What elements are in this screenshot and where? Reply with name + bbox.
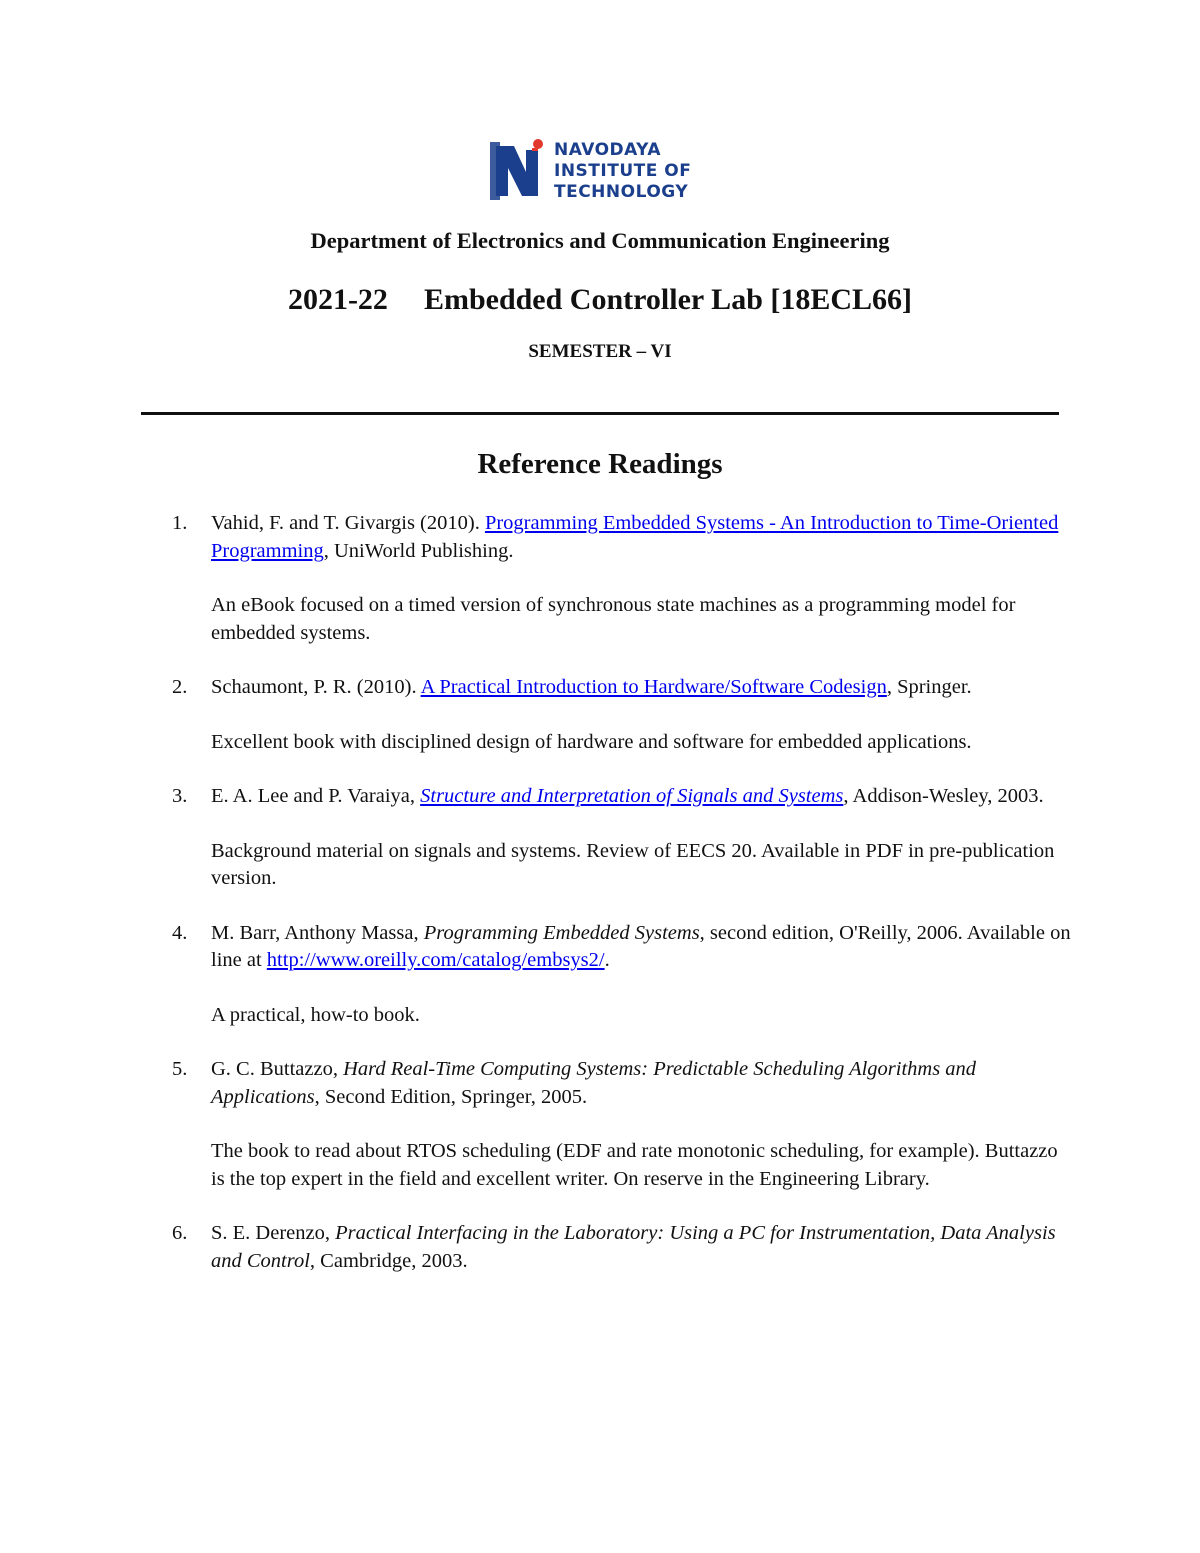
reference-description: The book to read about RTOS scheduling (EDF and rate monotonic scheduling, for example). Buttazzo is the top expert in the field and excellent writer. On reserve in the Engineering Library.: [211, 1140, 1058, 1190]
logo-line-3: TECHNOLOGY: [554, 181, 689, 202]
reference-item: [0, 920, 1200, 1030]
reference-number: 5.: [172, 1058, 188, 1080]
reference-authors: Vahid, F. and T. Givargis (2010).: [211, 512, 485, 534]
reference-citation: [211, 783, 1071, 811]
reference-title-link[interactable]: A Practical Introduction to Hardware/Software Codesign: [420, 676, 887, 698]
reference-title: Hard Real-Time Computing Systems: Predictable Scheduling Algorithms and Applications: [211, 1058, 977, 1108]
reference-description: Excellent book with disciplined design of hardware and software for embedded applications.: [211, 730, 972, 753]
reference-publisher: , Addison-Wesley, 2003.: [843, 785, 1044, 807]
department-title: Department of Electronics and Communication Engineering: [310, 228, 890, 253]
reference-authors: G. C. Buttazzo,: [211, 1058, 344, 1080]
reference-list: [0, 510, 1200, 1275]
reference-item: [0, 1220, 1200, 1275]
reference-description: An eBook focused on a timed version of synchronous state machines as a programming model for embedded systems.: [211, 594, 1016, 644]
reference-description: Background material on signals and systems. Review of EECS 20. Available in PDF in pre-publication version.: [211, 839, 1055, 889]
reference-item: [0, 783, 1200, 893]
reference-authors: E. A. Lee and P. Varaiya,: [211, 785, 421, 807]
semester-label: SEMESTER – VI: [528, 341, 672, 362]
reference-authors: Schaumont, P. R. (2010).: [211, 676, 421, 698]
reference-item: [0, 674, 1200, 756]
reference-url-link[interactable]: http://www.oreilly.com/catalog/embsys2/: [266, 949, 605, 971]
reference-authors: M. Barr, Anthony Massa,: [211, 921, 424, 944]
course-year: 2021-22: [287, 283, 388, 316]
navodaya-logo-icon: [486, 138, 550, 204]
reference-number: 6.: [172, 1222, 188, 1244]
reference-edition: , second edition, O'Reilly, 2006. Available on line at: [211, 921, 1071, 971]
course-title: [0, 283, 1200, 317]
reference-publisher: .: [604, 949, 610, 971]
reference-publisher: , Springer.: [886, 676, 972, 698]
reference-publisher: , Second Edition, Springer, 2005.: [314, 1085, 588, 1108]
institute-logo: [486, 136, 718, 206]
reference-item: [0, 1056, 1200, 1193]
reference-title: Programming Embedded Systems: [423, 921, 700, 944]
course-name: Embedded Controller Lab [18ECL66]: [423, 283, 913, 316]
reference-citation: [211, 674, 1071, 702]
reference-citation: [211, 920, 1071, 975]
reference-description: A practical, how-to book.: [211, 1003, 420, 1026]
logo-line-2: INSTITUTE OF: [554, 160, 692, 181]
reference-number: 3.: [172, 785, 188, 807]
horizontal-rule: [141, 412, 1059, 415]
reference-number: 4.: [172, 921, 188, 944]
reference-number: 1.: [172, 512, 188, 534]
reference-citation: [211, 510, 1071, 565]
reference-citation: [211, 1056, 1071, 1111]
reference-publisher: , UniWorld Publishing.: [323, 539, 514, 562]
reference-citation: [211, 1220, 1071, 1275]
logo-line-1: NAVODAYA: [554, 139, 662, 160]
logo-text: [554, 140, 691, 203]
reference-number: 2.: [172, 676, 188, 698]
reference-title-link[interactable]: Programming Embedded Systems - An Introduction to Time-Oriented Programming: [211, 512, 1059, 562]
reference-item: [0, 510, 1200, 647]
section-heading: Reference Readings: [477, 448, 723, 480]
reference-title-link[interactable]: Structure and Interpretation of Signals and Systems: [420, 785, 844, 807]
reference-authors: S. E. Derenzo,: [211, 1222, 336, 1244]
reference-title: Practical Interfacing in the Laboratory: Using a PC for Instrumentation, Data Analysis and Control: [211, 1222, 1056, 1272]
reference-publisher: , Cambridge, 2003.: [309, 1249, 468, 1272]
